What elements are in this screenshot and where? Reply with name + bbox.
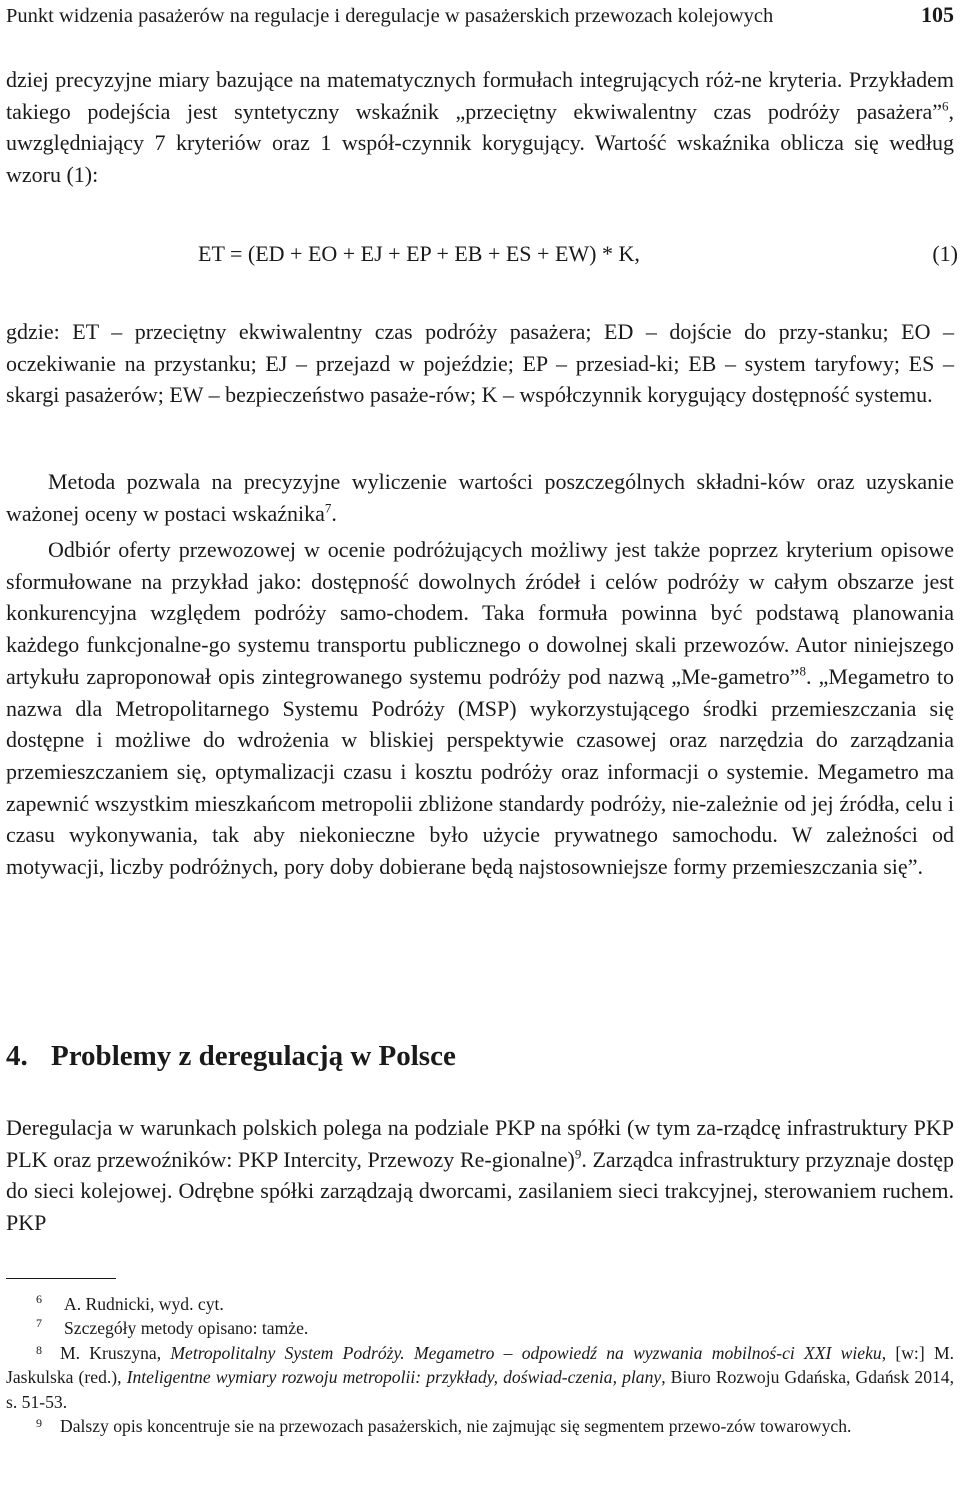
footnote-article-title: Metropolitalny System Podróży. Megametro – odpowiedź na wyzwania mobilnoś-ci XXI wieku	[170, 1342, 882, 1363]
paragraph-text: dziej precyzyjne miary bazujące na matematycznych formułach integrujących róż-ne kryteria. Przykładem takiego podejścia jest syntetyczny wskaźnik „przeciętny ekwiwalentny czas podróży pasażera”	[6, 67, 954, 124]
footnote-ref-7[interactable]: 7	[324, 500, 332, 516]
section-title: Problemy z deregulacją w Polsce	[51, 1040, 456, 1072]
footnote-9	[6, 1414, 954, 1438]
paragraph-legend: gdzie: ET – przeciętny ekwiwalentny czas podróży pasażera; ED – dojście do przy-stanku; EO – oczekiwanie na przystanku; EJ – przejazd w pojeździe; EP – przesiad-ki; EB – system taryfowy; ES – skargi pasażerów; EW – bezpieczeństwo pasaże-rów; K – współczynnik korygujący dostępność systemu.	[6, 319, 954, 408]
running-title: Punkt widzenia pasażerów na regulacje i deregulacje w pasażerskich przewozach kolejowych	[6, 5, 774, 27]
paragraph-text: Odbiór oferty przewozowej w ocenie podróżujących możliwy jest także poprzez kryterium opisowe sformułowane na przykład jako: dostępność dowolnych źródeł i celów podróży w całym obszarze jest konkurencyjna względem podróży samo-chodem. Taka formuła powinna być podstawą planowania każdego funkcjonalne-go systemu transportu publicznego o dowolnej skali przewozów. Autor niniejszego artykułu zaproponował opis zintegrowanego systemu podróży pod nazwą „Me-gametro”	[6, 537, 954, 689]
footnote-number: 8	[36, 1342, 42, 1357]
paragraph-text: Deregulacja w warunkach polskich polega na podziale PKP na spółki (w tym za-rządcę infrastruktury PKP PLK oraz przewoźników: PKP Intercity, Przewozy Re-gionalne)	[6, 1115, 954, 1172]
running-header	[6, 2, 954, 32]
paragraph-megametro	[6, 534, 954, 883]
paragraph-text: Metoda pozwala na precyzyjne wyliczenie wartości poszczególnych składni-ków oraz uzyskanie ważonej oceny w postaci wskaźnika	[6, 469, 954, 526]
paragraph-method	[6, 466, 954, 529]
footnote-text: A. Rudnicki, wyd. cyt.	[64, 1294, 224, 1314]
paragraph-text: .	[331, 500, 337, 526]
footnote-number: 7	[36, 1316, 42, 1331]
paragraph-text: . Zarządca infrastruktury przyznaje dostęp do sieci kolejowej. Odrębne spółki zarządzają dworcami, zasilaniem sieci trakcyjnej, sterowaniem ruchem. PKP	[6, 1146, 954, 1236]
paragraph-text: , uwzględniający 7 kryteriów oraz 1 współ-czynnik korygujący. Wartość wskaźnika oblicza się według wzoru (1):	[6, 98, 954, 188]
paragraph-intro	[6, 64, 954, 191]
footnote-author: M. Kruszyna,	[60, 1342, 171, 1363]
section-number: 4.	[6, 1040, 28, 1072]
section-heading	[6, 1040, 456, 1073]
footnote-text: Dalszy opis koncentruje sie na przewozach pasażerskich, nie zajmując się segmentem przewo-zów towarowych.	[60, 1416, 852, 1437]
footnote-ref-8[interactable]: 8	[799, 663, 807, 679]
formula-number: (1)	[932, 241, 958, 266]
footnote-number: 6	[36, 1292, 42, 1306]
paragraph-text: . „Megametro to nazwa dla Metropolitarnego Systemu Podróży (MSP) wykorzystującego środki przemieszczania się dostępne i możliwe do wdrożenia w bliskiej perspektywie czasowej oraz narzędzia do zarządzania przemieszczaniem się, optymalizacji czasu i kosztu podróży oraz informacji o systemie. Megametro ma zapewnić wszystkim mieszkańcom metropolii zbliżone standardy podróży, nie-zależnie od jej źródła, celu i czasu wykonywania, tak aby niekonieczne było użycie prywatnego samochodu. W zależności od motywacji, liczby podróżnych, pory doby dobierane będą najstosowniejsze formy przemieszczania się”.	[6, 663, 954, 880]
footnote-ref-9[interactable]: 9	[574, 1146, 582, 1162]
paragraph-deregulation	[6, 1112, 954, 1239]
formula-block	[198, 238, 958, 270]
footnote-8	[6, 1341, 954, 1414]
page-number: 105	[921, 2, 954, 27]
footnote-text: Szczegóły metody opisano: tamże.	[64, 1318, 309, 1339]
footnote-separator	[6, 1278, 116, 1279]
footnote-6	[6, 1292, 954, 1316]
footnotes	[6, 1292, 954, 1438]
footnote-text: , [w:] M. Jaskulska (red.),	[6, 1342, 954, 1388]
formula-expression: ET = (ED + EO + EJ + EP + EB + ES + EW) * K,	[198, 241, 640, 266]
footnote-text: , Biuro Rozwoju Gdańska, Gdańsk 2014, s. 51-53.	[6, 1367, 954, 1412]
footnote-7	[6, 1316, 954, 1340]
footnote-ref-6[interactable]: 6	[942, 98, 949, 114]
footnote-book-title: Inteligentne wymiary rozwoju metropolii: przykłady, doświad-czenia, plany	[126, 1367, 662, 1388]
footnote-number: 9	[36, 1416, 42, 1431]
